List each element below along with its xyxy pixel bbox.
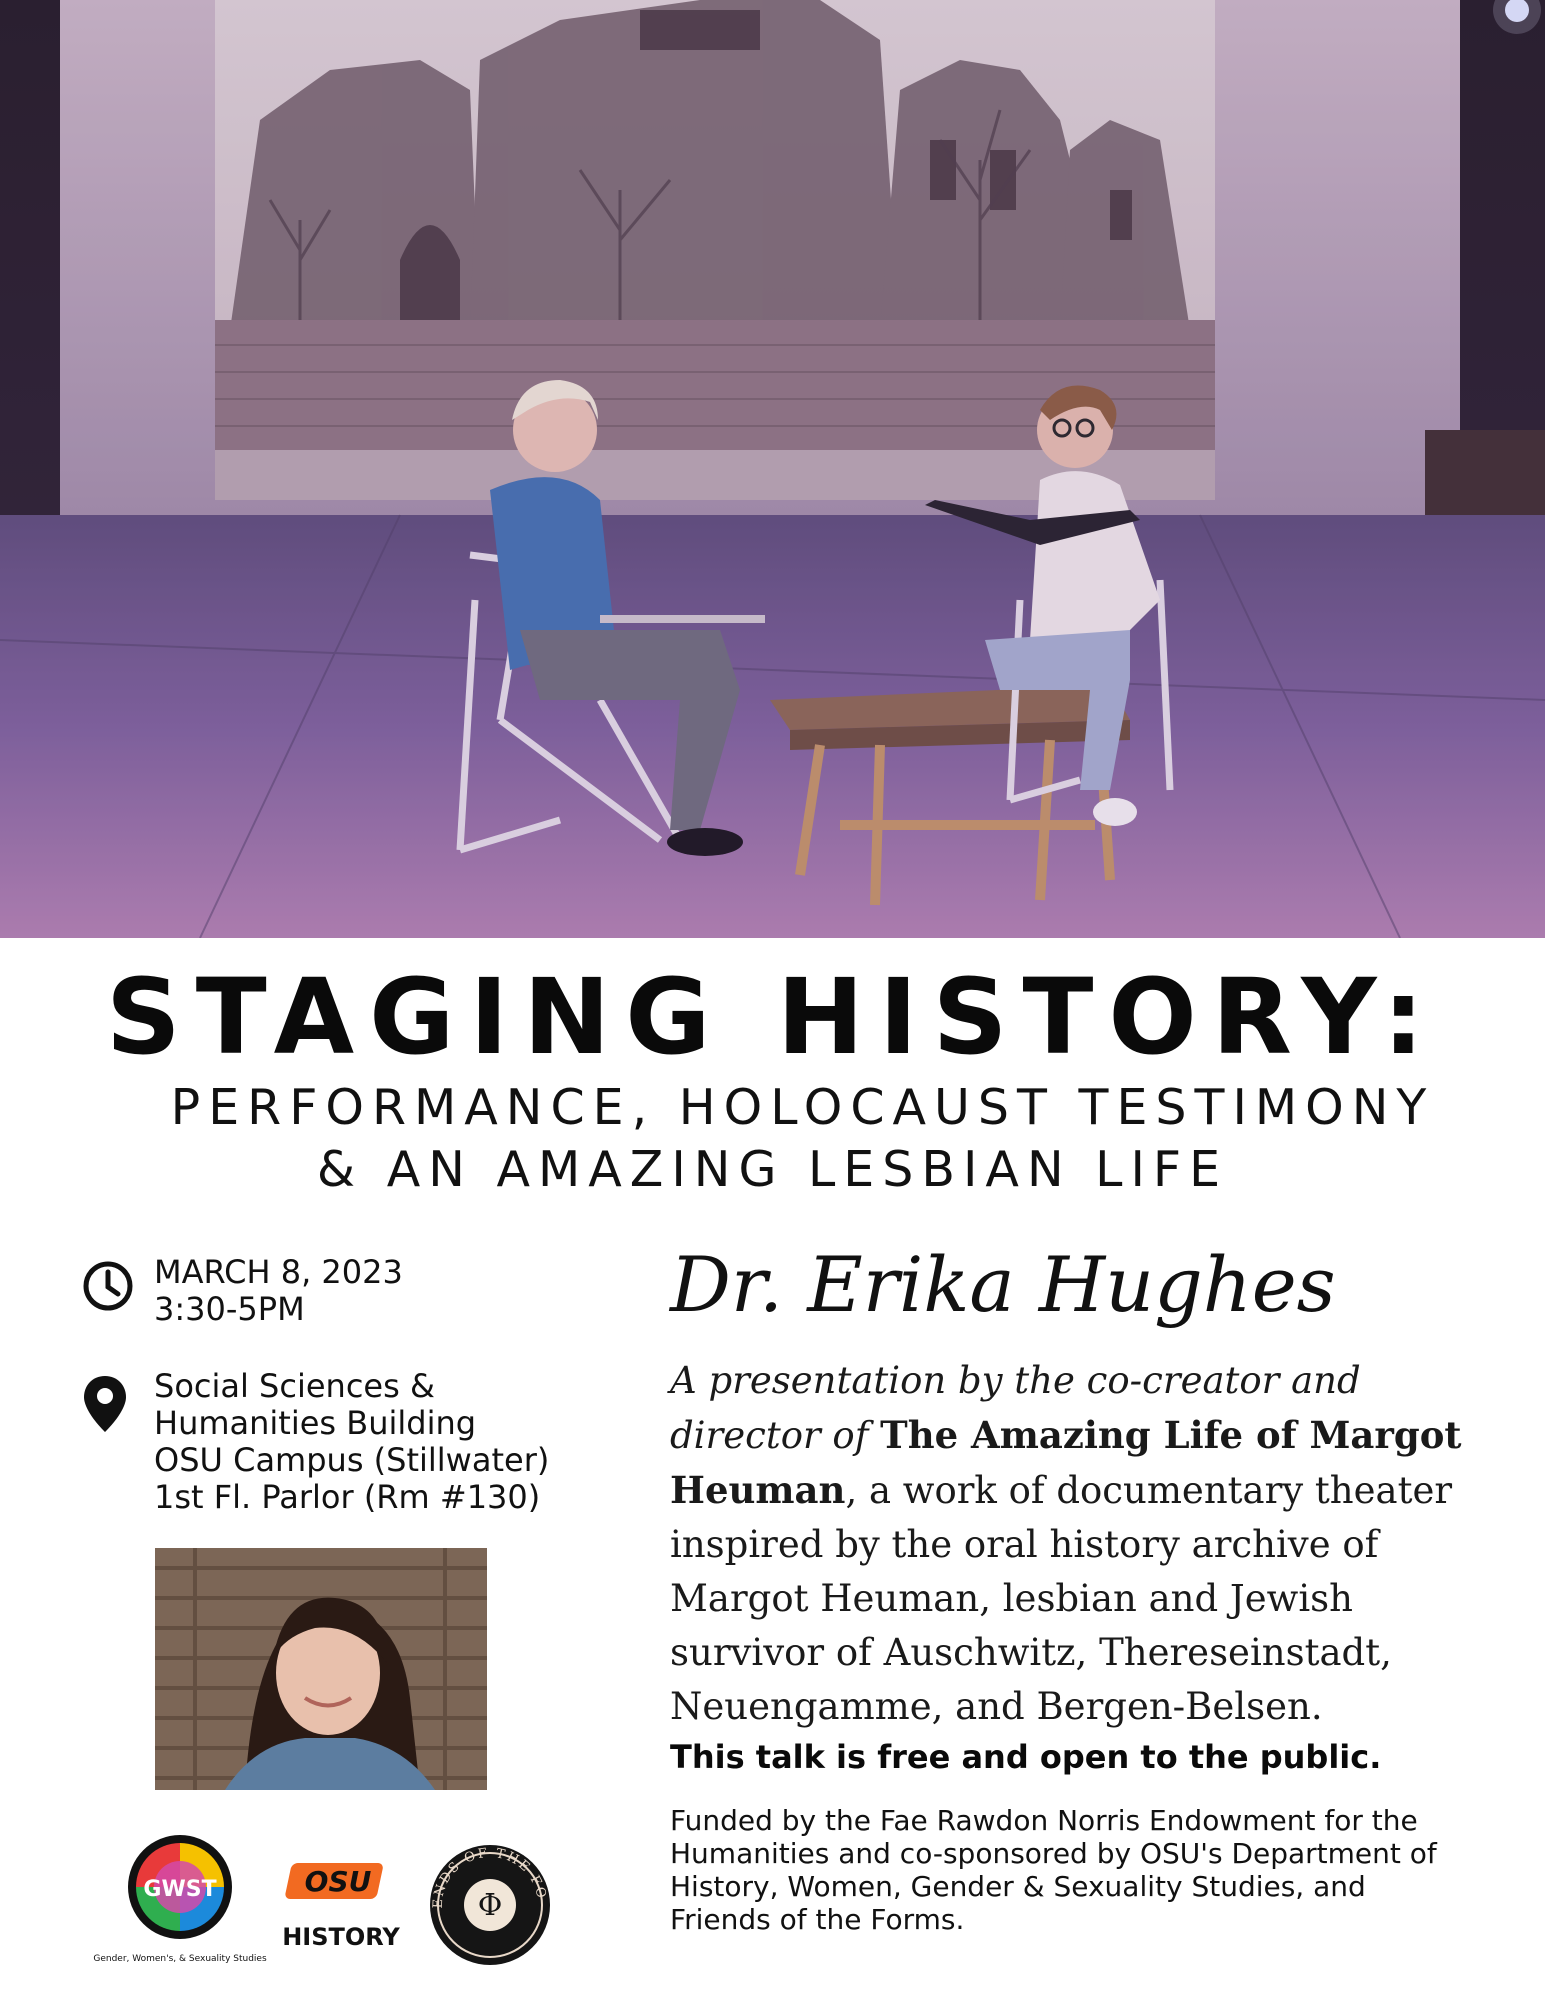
stage-photo [0,0,1545,938]
speaker-portrait [155,1548,487,1790]
event-title: STAGING HISTORY: [105,956,1440,1078]
event-subtitle-line1: PERFORMANCE, HOLOCAUST TESTIMONY [170,1079,1435,1136]
description-rest: , a work of documentary theater inspired by the oral history archive of Margot Heuman, lesbian and Jewish survivor of Auschwitz, Thereseinstadt, Neuengamme, and Bergen-Belsen. [670,1469,1453,1728]
event-time: 3:30-5PM [154,1290,305,1328]
stage-scene [0,0,1545,938]
location-line: Humanities Building [154,1404,477,1442]
history-label: HISTORY [282,1923,400,1951]
map-pin-icon [82,1374,128,1438]
speaker-name: Dr. Erika Hughes [670,1240,1336,1329]
osu-mark: OSU [304,1865,372,1898]
free-admission-note: This talk is free and open to the public. [670,1738,1382,1776]
gwst-mark: GWST [143,1877,217,1902]
location-line: 1st Fl. Parlor (Rm #130) [154,1478,541,1516]
location-line: OSU Campus (Stillwater) [154,1441,550,1479]
sponsor-logos [80,1825,580,1985]
forms-text: ENDS OF THE FO [430,1845,549,1909]
funding-note: Funded by the Fae Rawdon Norris Endowment for the Humanities and co-sponsored by OSU's Department of History, Women, Gender & Sexuality Studies, and Friends of the Forms. [670,1804,1437,1936]
event-date: MARCH 8, 2023 [154,1253,403,1291]
clock-icon [82,1260,134,1316]
location-line: Social Sciences & [154,1367,435,1405]
forms-symbol: Φ [477,1888,503,1923]
event-description [670,1354,1470,1734]
osu-history-logo [282,1863,400,1951]
gwst-logo [93,1835,267,1964]
work-title: The Amazing Life of Margot Heuman [670,1413,1462,1512]
description-intro: A presentation by the co-creator and director of [670,1359,1361,1457]
event-subtitle-line2: & AN AMAZING LESBIAN LIFE [316,1141,1229,1198]
gwst-caption: Gender, Women's, & Sexuality Studies [93,1954,267,1964]
